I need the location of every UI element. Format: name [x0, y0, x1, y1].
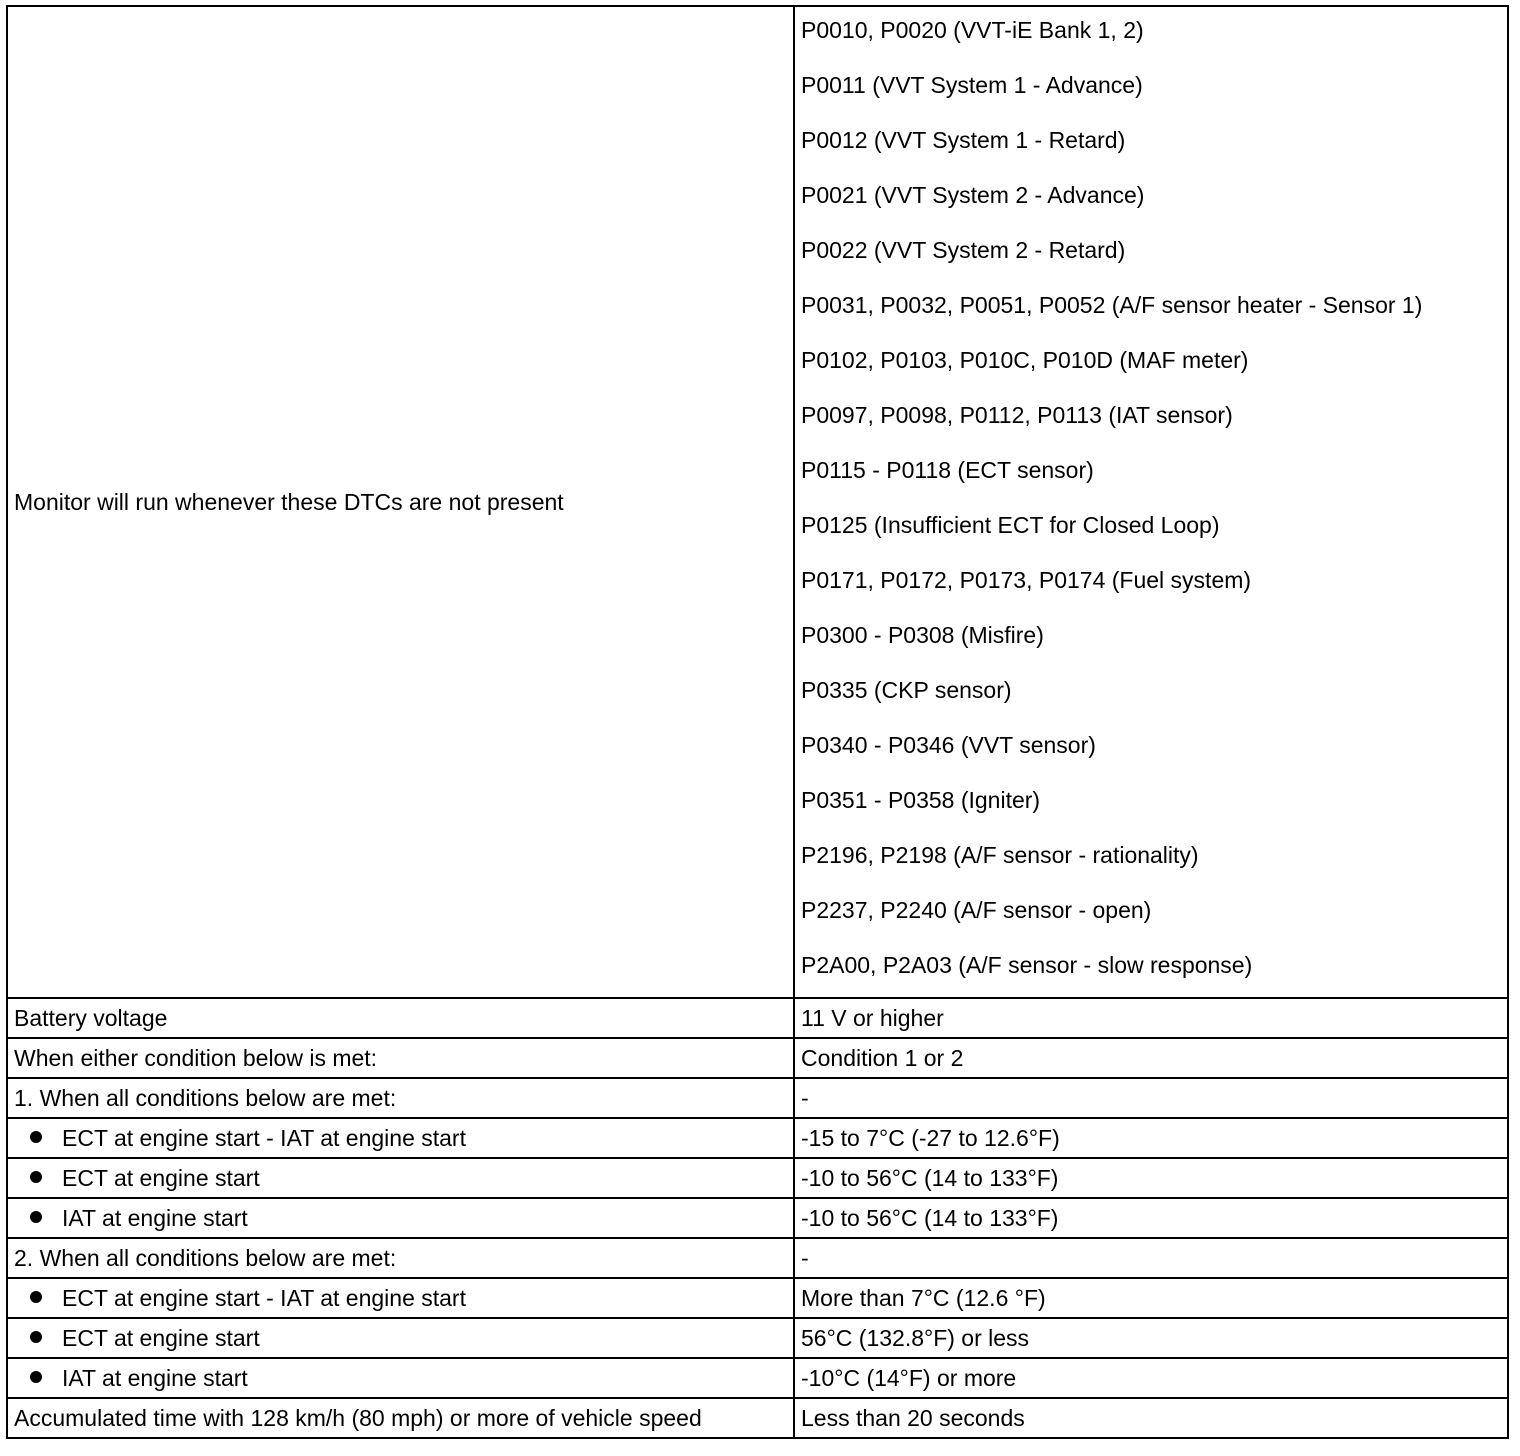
condition-label-cell	[7, 1078, 794, 1118]
dtc-item: P0031, P0032, P0051, P0052 (A/F sensor heater - Sensor 1)	[801, 292, 1423, 318]
dtc-row	[7, 6, 1508, 998]
dtc-item: P0097, P0098, P0112, P0113 (IAT sensor)	[801, 402, 1233, 428]
monitor-conditions-table	[6, 5, 1509, 1439]
dtc-item: P0300 - P0308 (Misfire)	[801, 622, 1044, 648]
condition-value: -	[794, 1078, 1508, 1118]
condition-label: 2. When all conditions below are met:	[14, 1244, 397, 1271]
condition-label-cell	[7, 1118, 794, 1158]
dtc-item: P2237, P2240 (A/F sensor - open)	[801, 897, 1152, 923]
condition-label: Battery voltage	[14, 1004, 168, 1031]
condition-row	[7, 1278, 1508, 1318]
condition-label-cell	[7, 1278, 794, 1318]
dtc-list	[801, 7, 1501, 997]
condition-row	[7, 1238, 1508, 1278]
bullet-icon	[30, 1171, 42, 1183]
condition-label-cell	[7, 1238, 794, 1278]
condition-label: ECT at engine start	[62, 1164, 260, 1191]
condition-label: Accumulated time with 128 km/h (80 mph) or more of vehicle speed	[14, 1404, 702, 1431]
condition-value: -15 to 7°C (-27 to 12.6°F)	[794, 1118, 1508, 1158]
condition-label: ECT at engine start	[62, 1324, 260, 1351]
dtc-item: P0340 - P0346 (VVT sensor)	[801, 732, 1096, 758]
condition-label-cell	[7, 1198, 794, 1238]
dtc-item: P0115 - P0118 (ECT sensor)	[801, 457, 1094, 483]
dtc-item: P0010, P0020 (VVT-iE Bank 1, 2)	[801, 17, 1144, 43]
condition-row	[7, 1318, 1508, 1358]
dtc-list-cell	[794, 6, 1508, 998]
condition-row	[7, 1078, 1508, 1118]
condition-value: -10 to 56°C (14 to 133°F)	[794, 1198, 1508, 1238]
condition-row	[7, 998, 1508, 1038]
condition-label: ECT at engine start - IAT at engine start	[62, 1124, 466, 1151]
dtc-item: P0102, P0103, P010C, P010D (MAF meter)	[801, 347, 1249, 373]
condition-label-cell	[7, 1318, 794, 1358]
condition-value: -10 to 56°C (14 to 133°F)	[794, 1158, 1508, 1198]
dtc-item: P0171, P0172, P0173, P0174 (Fuel system)	[801, 567, 1252, 593]
condition-label: ECT at engine start - IAT at engine start	[62, 1284, 466, 1311]
table-body	[7, 6, 1508, 1438]
dtc-item: P0335 (CKP sensor)	[801, 677, 1012, 703]
condition-row	[7, 1118, 1508, 1158]
bullet-icon	[30, 1291, 42, 1303]
condition-label-cell	[7, 1158, 794, 1198]
bullet-icon	[30, 1211, 42, 1223]
condition-value: -10°C (14°F) or more	[794, 1358, 1508, 1398]
dtc-item: P0022 (VVT System 2 - Retard)	[801, 237, 1126, 263]
condition-value: -	[794, 1238, 1508, 1278]
dtc-item: P0021 (VVT System 2 - Advance)	[801, 182, 1145, 208]
dtc-item: P0012 (VVT System 1 - Retard)	[801, 127, 1126, 153]
condition-label: 1. When all conditions below are met:	[14, 1084, 397, 1111]
condition-value: Condition 1 or 2	[794, 1038, 1508, 1078]
condition-value: 11 V or higher	[794, 998, 1508, 1038]
condition-row	[7, 1198, 1508, 1238]
dtc-item: P0351 - P0358 (Igniter)	[801, 787, 1041, 813]
condition-label: When either condition below is met:	[14, 1044, 378, 1071]
condition-row	[7, 1038, 1508, 1078]
condition-label-cell	[7, 1398, 794, 1438]
condition-label: IAT at engine start	[62, 1364, 248, 1391]
bullet-icon	[30, 1371, 42, 1383]
dtc-item: P2196, P2198 (A/F sensor - rationality)	[801, 842, 1199, 868]
dtc-row-label: Monitor will run whenever these DTCs are not present	[7, 6, 794, 998]
condition-value: More than 7°C (12.6 °F)	[794, 1278, 1508, 1318]
condition-label-cell	[7, 998, 794, 1038]
condition-row	[7, 1158, 1508, 1198]
dtc-item: P0011 (VVT System 1 - Advance)	[801, 72, 1143, 98]
bullet-icon	[30, 1131, 42, 1143]
condition-value: Less than 20 seconds	[794, 1398, 1508, 1438]
dtc-item: P0125 (Insufficient ECT for Closed Loop)	[801, 512, 1220, 538]
condition-label-cell	[7, 1038, 794, 1078]
bullet-icon	[30, 1331, 42, 1343]
dtc-item: P2A00, P2A03 (A/F sensor - slow response)	[801, 952, 1253, 978]
condition-row	[7, 1398, 1508, 1438]
condition-row	[7, 1358, 1508, 1398]
condition-label: IAT at engine start	[62, 1204, 248, 1231]
condition-value: 56°C (132.8°F) or less	[794, 1318, 1508, 1358]
condition-label-cell	[7, 1358, 794, 1398]
